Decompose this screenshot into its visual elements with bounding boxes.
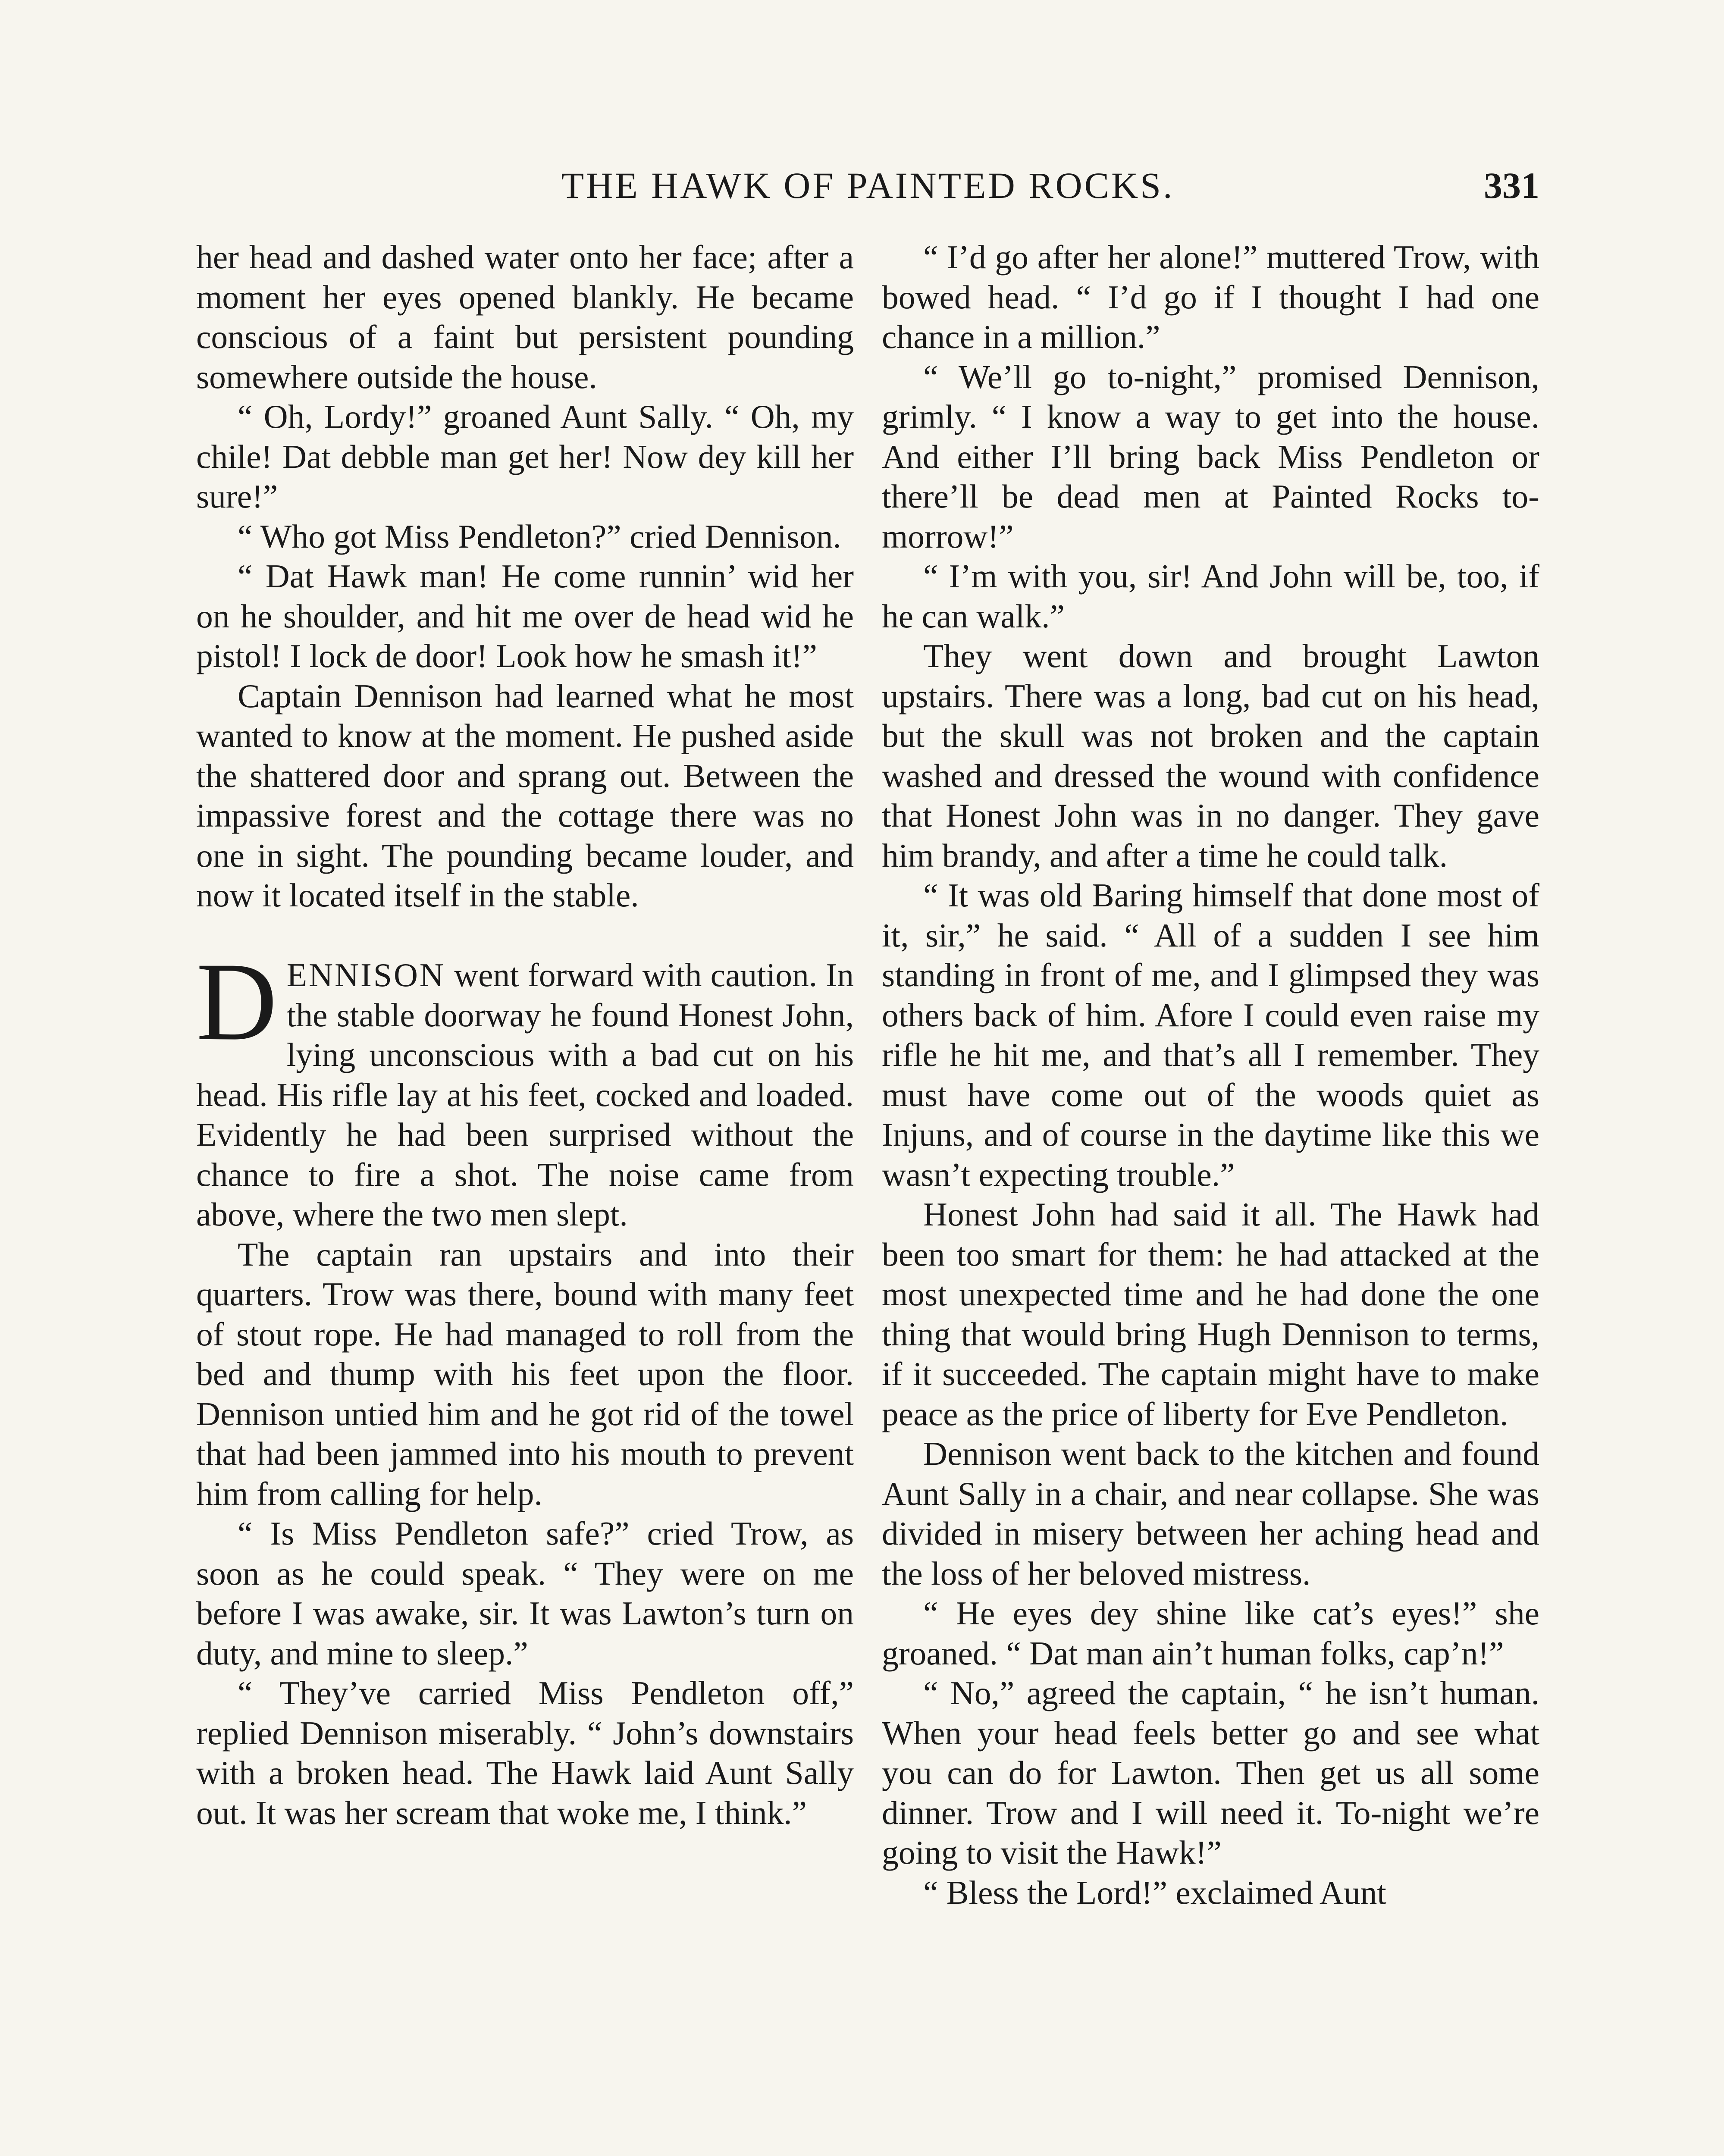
right-column	[882, 237, 1539, 1912]
paragraph: “ I’d go after her alone!” muttered Trow, with bowed head. “ I’d go if I thought I had one chance in a million.”	[882, 238, 1539, 355]
section-break	[196, 915, 854, 956]
paragraph: “ No,” agreed the captain, “ he isn’t human. When your head feels better go and see what you can do for Lawton. Then get us all some dinner. Trow and I will need it. To-night we’re going to visit the Hawk!”	[882, 1674, 1539, 1871]
paragraph: Dennison went back to the kitchen and found Aunt Sally in a chair, and near collapse. She was divided in misery between her aching head and the loss of her beloved mistress.	[882, 1435, 1539, 1592]
paragraph-text: went forward with caution. In the stable doorway he found Honest John, lying unconscious with a bad cut on his head. His rifle lay at his feet, cocked and loaded. Evidently he had been surprised without the chance to fire a shot. The noise came from above, where the two men slept.	[196, 956, 854, 1233]
paragraph: “ Dat Hawk man! He come runnin’ wid her on he shoulder, and hit me over de head wid he pistol! I lock de door! Look how he smash it!”	[196, 558, 854, 674]
paragraph: Honest John had said it all. The Hawk had been too smart for them: he had attacked at the most unexpected time and he had done the one thing that would bring Hugh Dennison to terms, if it succeeded. The captain might have to make peace as the price of liberty for Eve Pendleton.	[882, 1196, 1539, 1432]
dropcap-paragraph	[196, 940, 854, 1235]
drop-cap-letter: D	[196, 940, 277, 1064]
paragraph: “ Who got Miss Pendleton?” cried Dennison.	[238, 517, 841, 555]
paragraph: “ Oh, Lordy!” groaned Aunt Sally. “ Oh, my chile! Dat debble man get her! Now dey kill her sure!”	[196, 398, 854, 515]
paragraph: They went down and brought Lawton upstairs. There was a long, bad cut on his head, but the skull was not broken and the captain washed and dressed the wound with confidence that Honest John was in no danger. They gave him brandy, and after a time he could talk.	[882, 637, 1539, 874]
paragraph: “ I’m with you, sir! And John will be, too, if he can walk.”	[882, 558, 1539, 635]
paragraph: Captain Dennison had learned what he most wanted to know at the moment. He pushed aside the shattered door and sprang out. Between the impassive forest and the cottage there was no one in sight. The pounding became louder, and now it located itself in the stable.	[196, 677, 854, 914]
paragraph: her head and dashed water onto her face; after a moment her eyes opened blankly. He became conscious of a faint but persistent pounding somewhere outside the house.	[196, 238, 854, 395]
running-title: THE HAWK OF PAINTED ROCKS.	[561, 165, 1175, 206]
running-head	[196, 160, 1539, 220]
paragraph: “ They’ve carried Miss Pendleton off,” replied Dennison miserably. “ John’s downstairs with a broken head. The Hawk laid Aunt Sally out. It was her scream that woke me, I think.”	[196, 1674, 854, 1831]
paragraph: “ Bless the Lord!” exclaimed Aunt	[923, 1874, 1386, 1911]
paragraph: “ We’ll go to-night,” promised Dennison, grimly. “ I know a way to get into the house. And either I’ll bring back Miss Pendleton or there’ll be dead men at Painted Rocks to-morrow!”	[882, 358, 1539, 555]
drop-cap-word: ENNISON	[286, 956, 445, 993]
paragraph: “ Is Miss Pendleton safe?” cried Trow, as soon as he could speak. “ They were on me before I was awake, sir. It was Lawton’s turn on duty, and mine to sleep.”	[196, 1515, 854, 1672]
paragraph: “ It was old Baring himself that done most of it, sir,” he said. “ All of a sudden I see him standing in front of me, and I glimpsed they was others back of him. Afore I could even raise my rifle he hit me, and that’s all I remember. They must have come out of the woods quiet as Injuns, and of course in the daytime like this we wasn’t expecting trouble.”	[882, 877, 1539, 1193]
left-column	[196, 237, 854, 1833]
paragraph: The captain ran upstairs and into their quarters. Trow was there, bound with many feet of stout rope. He had managed to roll from the bed and thump with his feet upon the floor. Dennison untied him and he got rid of the towel that had been jammed into his mouth to prevent him from calling for help.	[196, 1235, 854, 1512]
paragraph: “ He eyes dey shine like cat’s eyes!” she groaned. “ Dat man ain’t human folks, cap’n!”	[882, 1595, 1539, 1672]
page-number: 331	[1484, 165, 1539, 206]
